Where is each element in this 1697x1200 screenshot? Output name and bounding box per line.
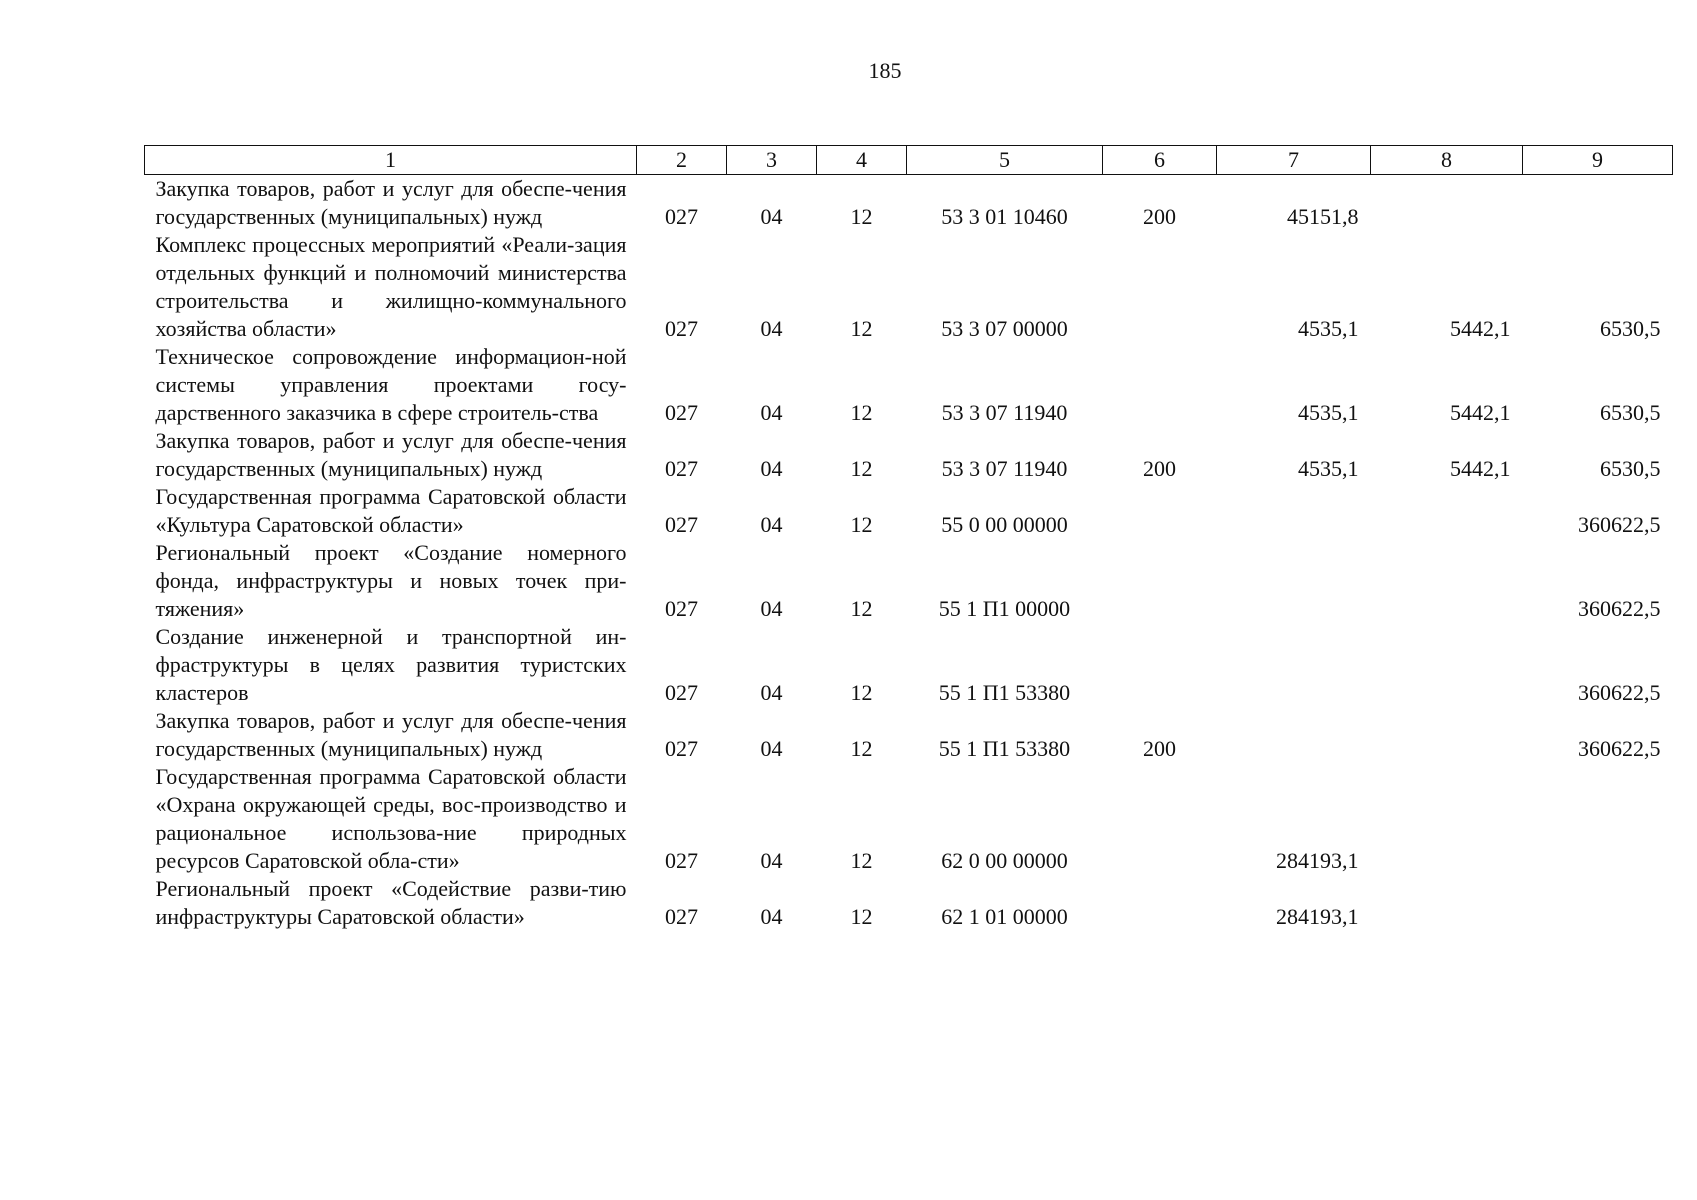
amount-col8 [1371,763,1523,875]
column-header: 9 [1523,146,1673,175]
code-section: 04 [760,904,783,929]
table-row [145,763,1673,875]
code-expense-type [1103,763,1217,875]
code-section: 04 [760,848,783,873]
code-subsection: 12 [850,904,873,929]
code-subsection: 12 [850,512,873,537]
amount-col7 [1217,707,1371,763]
code-section: 04 [760,596,783,621]
table-row [145,623,1673,707]
amount-col9: 360622,5 [1578,736,1661,761]
code-ministry: 027 [665,904,698,929]
code-expense-type [1103,875,1217,931]
code-target-article: 53 3 07 11940 [941,456,1068,481]
amount-col7: 4535,1 [1298,456,1359,481]
table-row [145,483,1673,539]
code-ministry: 027 [665,512,698,537]
amount-col9: 6530,5 [1600,400,1661,425]
budget-table [144,145,1673,931]
code-ministry: 027 [665,400,698,425]
column-header: 8 [1371,146,1523,175]
code-target-article: 55 1 П1 00000 [938,596,1071,621]
column-header: 2 [637,146,727,175]
code-subsection: 12 [850,316,873,341]
amount-col8 [1371,875,1523,931]
code-section: 04 [760,680,783,705]
row-description: Закупка товаров, работ и услуг для обеспе-чения государственных (муниципальных) нужд [155,428,627,481]
amount-col8: 5442,1 [1450,400,1511,425]
table-row [145,707,1673,763]
amount-col7: 4535,1 [1298,316,1359,341]
table-row [145,875,1673,931]
code-target-article: 53 3 07 00000 [941,316,1068,341]
amount-col9: 360622,5 [1578,596,1661,621]
code-section: 04 [760,204,783,229]
code-ministry: 027 [665,736,698,761]
code-section: 04 [760,512,783,537]
amount-col7 [1217,623,1371,707]
column-header: 4 [817,146,907,175]
code-section: 04 [760,456,783,481]
code-expense-type: 200 [1143,456,1176,481]
amount-col9: 360622,5 [1578,680,1661,705]
code-target-article: 53 3 01 10460 [941,204,1068,229]
column-header: 5 [907,146,1103,175]
amount-col8 [1371,175,1523,232]
row-description: Закупка товаров, работ и услуг для обеспе-чения государственных (муниципальных) нужд [155,708,627,761]
amount-col7: 45151,8 [1287,204,1359,229]
code-target-article: 62 1 01 00000 [941,904,1068,929]
row-description: Комплекс процессных мероприятий «Реали-зация отдельных функций и полномочий министерства строительства и жилищно-коммунального хозяйства области» [155,232,627,341]
column-header: 6 [1103,146,1217,175]
amount-col9: 6530,5 [1600,316,1661,341]
amount-col9 [1523,763,1673,875]
amount-col8 [1371,539,1523,623]
code-target-article: 55 0 00 00000 [941,512,1068,537]
code-subsection: 12 [850,456,873,481]
column-header: 3 [727,146,817,175]
table-row [145,231,1673,343]
code-subsection: 12 [850,680,873,705]
code-expense-type [1103,483,1217,539]
table-row [145,175,1673,232]
amount-col8 [1371,483,1523,539]
amount-col7 [1217,483,1371,539]
code-subsection: 12 [850,596,873,621]
code-ministry: 027 [665,680,698,705]
code-ministry: 027 [665,316,698,341]
row-description: Техническое сопровождение информацион-ной системы управления проектами госу-дарственного заказчика в сфере строитель-ства [155,344,627,425]
code-subsection: 12 [850,204,873,229]
code-ministry: 027 [665,456,698,481]
code-target-article: 62 0 00 00000 [941,848,1068,873]
amount-col7 [1217,539,1371,623]
amount-col9 [1523,175,1673,232]
amount-col8 [1371,707,1523,763]
code-ministry: 027 [665,596,698,621]
table-header-row [145,146,1673,175]
code-expense-type: 200 [1143,736,1176,761]
code-expense-type [1103,623,1217,707]
column-header: 7 [1217,146,1371,175]
code-ministry: 027 [665,204,698,229]
row-description: Закупка товаров, работ и услуг для обеспе-чения государственных (муниципальных) нужд [155,176,627,229]
code-target-article: 53 3 07 11940 [941,400,1068,425]
amount-col8: 5442,1 [1450,316,1511,341]
code-ministry: 027 [665,848,698,873]
code-section: 04 [760,400,783,425]
amount-col9: 6530,5 [1600,456,1661,481]
table-row [145,539,1673,623]
amount-col7: 284193,1 [1276,848,1359,873]
row-description: Государственная программа Саратовской области «Культура Саратовской области» [155,484,627,537]
code-subsection: 12 [850,736,873,761]
code-expense-type [1103,343,1217,427]
code-expense-type [1103,231,1217,343]
amount-col9: 360622,5 [1578,512,1661,537]
code-section: 04 [760,316,783,341]
amount-col9 [1523,875,1673,931]
column-header: 1 [145,146,637,175]
code-expense-type [1103,539,1217,623]
amount-col8 [1371,623,1523,707]
code-target-article: 55 1 П1 53380 [938,680,1071,705]
code-subsection: 12 [850,400,873,425]
code-section: 04 [760,736,783,761]
amount-col7: 284193,1 [1276,904,1359,929]
amount-col8: 5442,1 [1450,456,1511,481]
row-description: Региональный проект «Создание номерного фонда, инфраструктуры и новых точек при-тяжения» [155,540,627,621]
code-target-article: 55 1 П1 53380 [938,736,1071,761]
row-description: Государственная программа Саратовской области «Охрана окружающей среды, вос-производство и рациональное использова-ние природных ресурсов Саратовской обла-сти» [155,764,627,873]
code-subsection: 12 [850,848,873,873]
row-description: Региональный проект «Содействие разви-тию инфраструктуры Саратовской области» [155,876,627,929]
table-row [145,343,1673,427]
amount-col7: 4535,1 [1298,400,1359,425]
page-number: 185 [868,58,902,83]
table-row [145,427,1673,483]
code-expense-type: 200 [1143,204,1176,229]
row-description: Создание инженерной и транспортной ин-фраструктуры в целях развития туристских кластеров [155,624,627,705]
